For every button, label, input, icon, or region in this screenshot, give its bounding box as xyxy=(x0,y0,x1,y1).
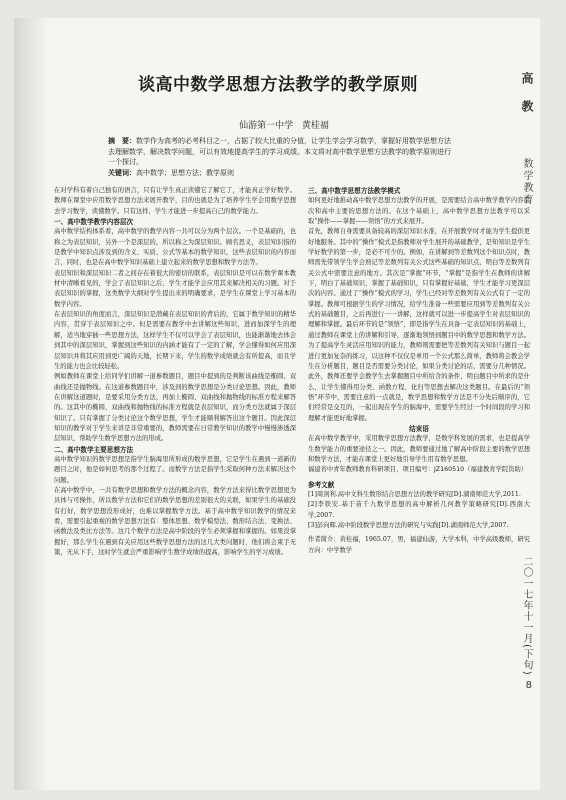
references-heading: 参考文献 xyxy=(308,480,335,489)
keywords-label: 关键词： xyxy=(108,168,136,177)
abstract-text: 数学作为高考的必考科目之一，占据了较大比重的分值，让学生学会学习数学，掌握好用数学思想方法去理解数学，解决数学问题，可以有效地提高学生的学习成绩。本文将对高中数学思想方法教学的教学原则进行一个探讨。 xyxy=(108,137,451,166)
article-title: 谈高中数学思想方法教学的教学原则 xyxy=(138,75,418,95)
issue-date-label: 二〇一七年十一月(下旬) xyxy=(521,556,532,676)
conclusion-heading: 结束语 xyxy=(409,424,429,433)
body-paragraph: 表层知识和深层知识二者之间存在着很大的密切的联系，表层知识是可以在数学课本教材中清晰看见的，学会了表层知识之后，学生才能学会应用其来解决相关的习题。对于表层知识的掌握，这类数学大纲对学生提出来的明确要求，是学生在课堂上学习基本的数学内容。 xyxy=(54,269,296,308)
body-paragraph: 例如教师在课堂上给同学们讲解一道参数题目，题目中提到的是判断该曲线是椭圆、双曲线还是抛物线。在这道参数题目中，涉及到的数学思想是分类讨论思想。因此，教师在讲解这道题时，是要采用分类方法，再加上椭圆、双曲线和抛物线的标准方程来解答的。这其中的椭圆、双曲线和抛物线的标准方程就是表层知识，而分类方法就属于深层知识了。只有掌握了分类讨论这个数学思想，学生才能顺利解答出这个题目。因此深层知识的教学对于学生来讲是非常重要的，教师需要在日常教学知识的教学中慢慢渗透深层知识，帮助学生数学思想方法的形成。 xyxy=(54,373,296,443)
document-page xyxy=(14,18,540,790)
author-bio: 作者简介：黄桂福，1965.07，男，福建仙游，大学本科，中学高级教师，研究方向：中学数学 xyxy=(308,536,530,554)
fund-note: 福建省中青年教师教育科研项目，项目编号：JZ160510（福建教育学院资助） xyxy=(308,466,528,474)
body-paragraph: 首先，教师自身需要具备较高的深层知识水准，在开展教学时才能为学生提供更好地服务。其中的“操作”模式是指教师对学生展开的基础教学，是知知识是学生学好数学的第一步，是必不可少的。例如，在讲解到等差数列这个知识点时，教师需先带领学生学会熟记等差数列有关公式这些基础的知识点，明白等差数列有关公式中需要注意的地方。其次是“掌握”环节，“掌握”是指学生在教师的讲解下，明白了基础知识，掌握了基础知识，只有掌握好基础，学生才能学习更深层次的内容。通过了“操作”模式的学习，学生已经对等差数列有关公式有了一定的掌握。教师可根据学生的学习情况，给学生准备一些需要应用到等差数列有关公式的基础题目，之后再进行一一讲解，这样就可以进一步提高学生对表层知识的理解和掌握。最后环节的是“领悟”，即是指学生在具备一定表层知识的基础上，通过教师在课堂上的讲解和引导，逐渐地领悟到题目中的数学思想和数学方法。为了提高学生灵活应用知识的能力，教师则需要把等差数列有关知识与题目一起进行更加复杂的练习，以这种不仅仅是单用一个公式那么简单，教师将会教会学生在分析题目，题目是否需要分类讨论，如果分类讨论的话，需要分几种情况。此外，教师还要学会教学生去掌握题目中所给含的条件，明白题目中所求的是什么，让学生懂得用分类、函数方程、化归等思想去解决这类题目。在最后的“领悟”环节中，需要注意的一点就是，数学思想和数学方法是不分先后顺序的，它们经常是交互的，一起出现在学生的脑海中，需要学生经过一个时间段的学习和理解才能更好地掌握。 xyxy=(308,228,530,422)
intro-paragraph: 在对学科有着自己独有的语言，只有让学生真正读懂它了解它了，才能真正学好数学。教师在课堂中应用数学思想方法来展开教学，目的也就是为了培养学生学会用数学思想去学习数学，读懂数学。只有这样，学生才能进一步提高自己的数学能力。 xyxy=(54,187,296,215)
article-author: 仙游第一中学 黄桂福 xyxy=(239,121,329,131)
body-paragraph: 高中数学知识的数学思想是指学生脑海里所形成的数学思想，它是学生在遇到一道新的题目之时，他是如何思考的那个过程了。而数学方法是指学生采取何种方法来解决这个问题。 xyxy=(54,455,296,484)
body-paragraph: 如何更好地推动高中数学思想方法教学的开展，是需要结合高中数学教学内容层次和高中主要的思想方法的。在这个基础上，高中数学思想方法教学可以采取“操作——掌握——领悟”的方式来展开。 xyxy=(308,197,530,226)
column-side-label: 数学教育 xyxy=(521,158,532,206)
reference-item: [1]周剑利.高中文科生数形结合思想方法的教学研究[D].湖南师范大学,2011. xyxy=(308,490,521,498)
page-number: 8 xyxy=(525,680,532,691)
body-paragraph: 在高中数学中，一共有数学思想和数学方法的概念内容，数学方法来得比数学思想更为具体与可操作，所以数学方法和它们的数学思想的差别很大的关联，如果学生的基础没有打好，数学思想没形成好，也难以掌握数学方法。基于高中数学知识教学的情况来看，需要引起重视的数学思想方法有：整体思想、数学模型法、数形结合法、变换法、函数法及类比方法等。这几个数学方法是高中阶段的学生必须掌握和掌握的。如果没掌握好，那么学生在遇到有关应用这些数学思想方法的这几大类问题时，他们将会束手无策，无从下手，这时学生就会严重影响学生数学成绩的提高，影响学生的学习成绩。 xyxy=(54,486,296,557)
abstract-block xyxy=(108,136,453,178)
journal-side-label: 高 教 xyxy=(520,72,534,119)
abstract-label: 摘 要： xyxy=(108,137,136,145)
reference-item: [2]李铁安.基于苗千九数学思想的高中解析几何教学策略研究[D].西南大学,2007. xyxy=(308,501,530,519)
keywords-line xyxy=(108,168,453,179)
body-paragraph: 在表层知识的角度而言，深层知识是潜藏在表层知识的背后的，它属于数学知识的精华内容，贯穿于表层知识之中。但是需要在教学中去讲解这些知识，进而加深学生的理解，适当地穿插一些思想方法，这样学生不仅可以学会了表层知识，也能渐渐地去体会到其中的深层知识，掌握到这些知识的内涵才能有了一定的了解，学会懂得如何应用深层知识并将其应用到更广阔的天地，长期下来，学生的数学成绩就会有所提高，而且学生的能力也会比较轻松。 xyxy=(54,311,296,370)
left-column xyxy=(54,186,296,786)
body-paragraph: 在高中数学教学中，采用数学思想方法教学，是数学科发展的需求，也是提高学生数学能力的重要途径之一。因此，教师要通过地了解高中阶段主要的数学思想和数学方法，才能在课堂上更好地引导学生用有数学思想。 xyxy=(308,435,530,463)
body-paragraph: 高中数学结构体系看，高中数学的教学内容一共可以分为两个层次。一个是基础的，也称之为表层知识，另外一个是深层的，所以称之为深层知识。顾名思义，表层知识指的是教学中知识点涉及到的含义、实质、公式等基本的数学知识，这些表层知识的内容而言，同时，也是在高中数学知识基础上建立起来的数学思想和数学方法等。 xyxy=(54,228,296,267)
abstract-paragraph xyxy=(108,136,453,168)
page-binding-shadow xyxy=(14,18,48,790)
right-column xyxy=(308,186,530,786)
reference-item: [3]彭向辉.高中阶段数学思想方法的研究与实践[D].湖南师范大学,2007. xyxy=(308,522,509,529)
keywords-text: 高中数学；思想方法；教学原则 xyxy=(136,168,234,177)
section-heading-1: 一、高中数学教学内容层次 xyxy=(54,218,134,227)
section-heading-3: 三、高中数学思想方法教学模式 xyxy=(308,187,401,195)
section-heading-2: 二、高中数学主要思想方法 xyxy=(54,445,134,454)
